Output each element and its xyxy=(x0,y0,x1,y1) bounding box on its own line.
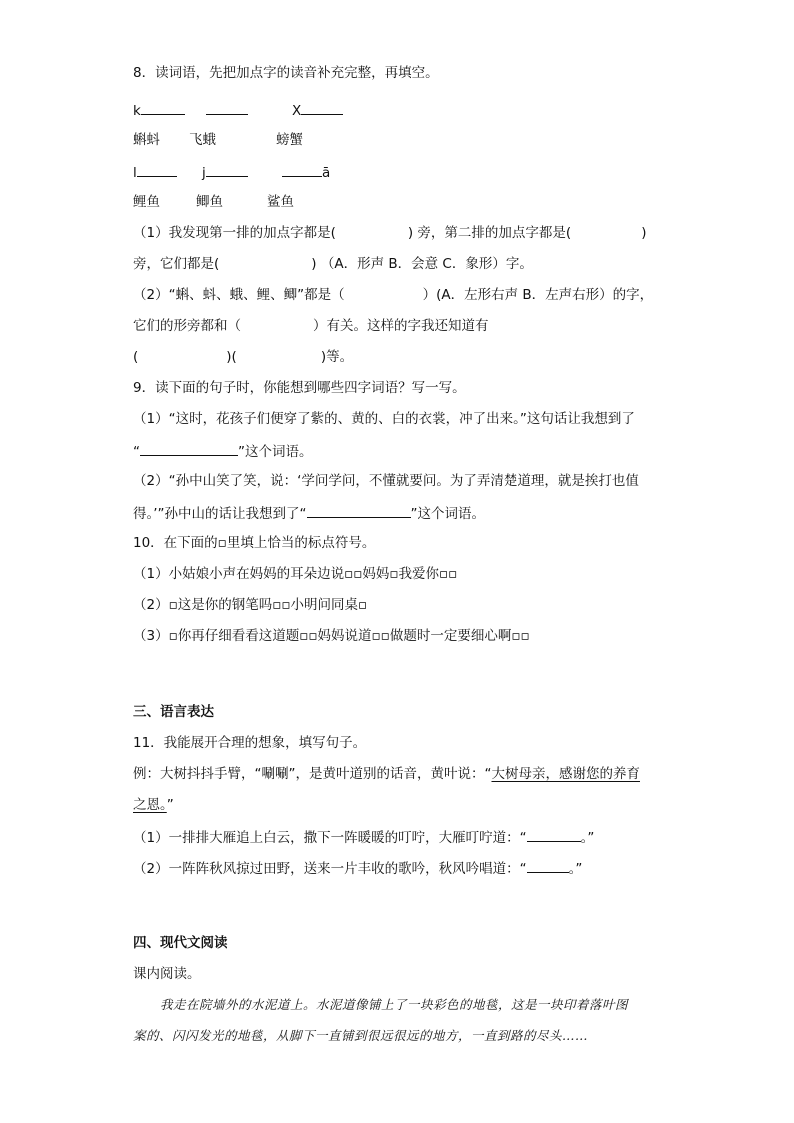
q8-row1-word-3: 螃蟹 xyxy=(276,132,303,148)
pinyin-blank[interactable] xyxy=(301,100,343,115)
reading-label: 课内阅读。 xyxy=(133,966,201,982)
pinyin-blank[interactable] xyxy=(137,162,177,177)
pinyin-initial: j xyxy=(202,165,206,181)
q11-example-line2: 之恩。” xyxy=(133,797,174,813)
q8-prompt: 8．读词语，先把加点字的读音补充完整，再填空。 xyxy=(133,65,439,81)
q8-sub2-line2: 它们的形旁都和（ ）有关。这样的字我还知道有 xyxy=(133,318,489,334)
q8-sub1-line1: （1）我发现第一排的加点字都是( ) 旁，第二排的加点字都是( ) xyxy=(133,225,647,241)
pinyin-initial: X xyxy=(292,103,302,119)
q8-row2-word-2: 鲫鱼 xyxy=(196,194,223,210)
q8-row2-pinyin-3 xyxy=(282,162,330,182)
section-heading-3: 三、语言表达 xyxy=(133,704,214,720)
q8-row1-pinyin-3 xyxy=(292,100,343,120)
example-answer-cont: 之恩。 xyxy=(133,797,167,813)
q8-row1-word-1: 蝌蚪 xyxy=(133,132,160,148)
q9-sub2-line2: 得。’”孙中山的话让我想到了“ ”这个词语。 xyxy=(133,503,485,523)
q9-sub1-line2: “ ”这个词语。 xyxy=(133,441,313,461)
section-heading-4: 四、现代文阅读 xyxy=(133,935,228,951)
pinyin-blank[interactable] xyxy=(282,162,322,177)
q10-prompt: 10．在下面的▫里填上恰当的标点符号。 xyxy=(133,535,376,551)
q10-sub2: （2）▫这是你的钢笔吗▫▫小明问同桌▫ xyxy=(133,597,368,613)
q11-prompt: 11．我能展开合理的想象，填写句子。 xyxy=(133,735,367,751)
q8-row2-word-1: 鲤鱼 xyxy=(133,194,160,210)
pinyin-initial: k xyxy=(133,103,141,119)
q10-sub1: （1）小姑娘小声在妈妈的耳朵边说▫▫妈妈▫我爱你▫▫ xyxy=(133,566,458,582)
q9-sub2-line1: （2）“孙中山笑了笑，说：‘学问学问，不懂就要问。为了弄清楚道理，就是挨打也值 xyxy=(133,473,639,489)
q8-row2-pinyin-2 xyxy=(202,162,248,182)
q10-sub3: （3）▫你再仔细看看这道题▫▫妈妈说道▫▫做题时一定要细心啊▫▫ xyxy=(133,628,530,644)
q11-example-line1: 例：大树抖抖手臂，“唰唰”，是黄叶道别的话音，黄叶说：“大树母亲，感谢您的养育 xyxy=(133,766,640,782)
q8-row1-pinyin-1 xyxy=(133,100,185,120)
pinyin-blank[interactable] xyxy=(206,162,248,177)
answer-blank[interactable] xyxy=(527,858,569,873)
q8-row2-pinyin-1 xyxy=(133,162,177,182)
answer-blank[interactable] xyxy=(527,827,581,842)
pinyin-blank[interactable] xyxy=(141,100,185,115)
example-answer: 大树母亲，感谢您的养育 xyxy=(491,766,640,782)
answer-blank[interactable] xyxy=(307,503,411,518)
q11-sub2: （2）一阵阵秋风掠过田野，送来一片丰收的歌吟，秋风吟唱道：“ 。” xyxy=(133,858,582,878)
q8-sub2-line3: ( )( )等。 xyxy=(133,349,354,365)
pinyin-final: ā xyxy=(322,165,331,181)
q8-row1-word-2: 飞蛾 xyxy=(189,132,216,148)
q9-prompt: 9．读下面的句子时，你能想到哪些四字词语？写一写。 xyxy=(133,380,466,396)
q8-sub1-line2: 旁，它们都是( ) （A．形声 B．会意 C．象形）字。 xyxy=(133,256,533,272)
q8-sub2-line1: （2）“蝌、蚪、蛾、鲤、鲫”都是（ ）(A．左形右声 B．左声右形）的字， xyxy=(133,287,654,303)
q11-sub1: （1）一排排大雁追上白云，撒下一阵暖暖的叮咛，大雁叮咛道：“ 。” xyxy=(133,827,594,847)
q9-sub1-line1: （1）“这时，花孩子们便穿了紫的、黄的、白的衣裳，冲了出来。”这句话让我想到了 xyxy=(133,411,635,427)
q8-row2-word-3: 鲨鱼 xyxy=(267,194,294,210)
q8-row1-pinyin-2 xyxy=(206,100,248,120)
reading-paragraph-line1: 我走在院墙外的水泥道上。水泥道像铺上了一块彩色的地毯，这是一块印着落叶图 xyxy=(160,997,629,1012)
reading-paragraph-line2: 案的、闪闪发光的地毯，从脚下一直铺到很远很远的地方，一直到路的尽头…… xyxy=(133,1028,589,1043)
pinyin-initial: l xyxy=(133,165,137,181)
answer-blank[interactable] xyxy=(140,441,238,456)
pinyin-blank[interactable] xyxy=(206,100,248,115)
